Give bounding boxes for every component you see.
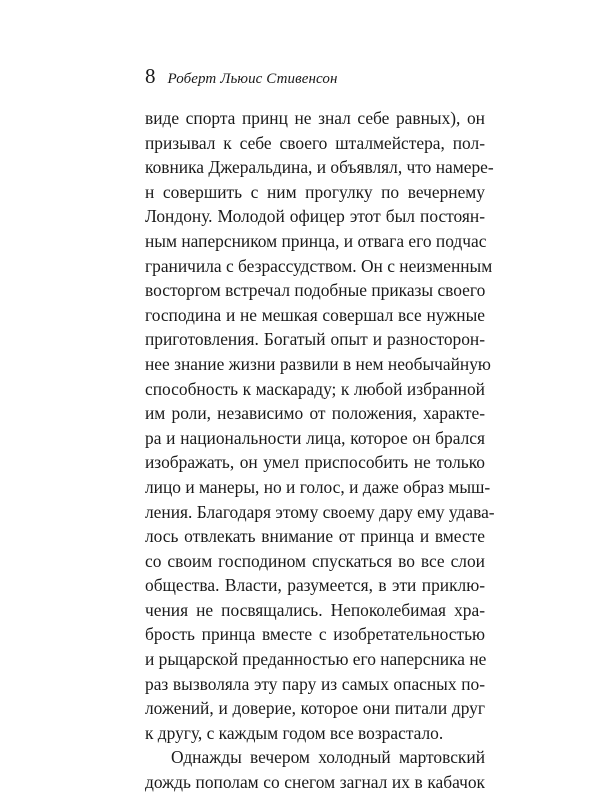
text-line: приготовления. Богатый опыт и разносторон-	[145, 329, 485, 350]
text-line: брость принца вместе с изобретательностью	[145, 624, 485, 645]
text-line: ковника Джеральдина, и объявлял, что намере-	[145, 157, 494, 178]
page-number: 8	[145, 64, 156, 88]
text-line: н совершить с ним прогулку по вечернему	[145, 181, 485, 202]
text-line: призывал к себе своего шталмейстера, пол-	[145, 132, 485, 153]
text-line: со своим господином спускаться во все слои	[145, 550, 485, 571]
text-line: граничила с безрассудством. Он с неизменным	[145, 255, 493, 276]
text-line: Однажды вечером холодный мартовский	[171, 747, 485, 768]
text-line: чения не посвящались. Непоколебимая хра-	[145, 599, 485, 620]
text-line: способность к маскараду; к любой избранной	[145, 378, 485, 399]
running-header	[145, 64, 338, 86]
text-line: лось отвлекать внимание от принца и вместе	[145, 526, 485, 547]
text-line: восторгом встречал подобные приказы своего	[145, 280, 486, 301]
text-line: к другу, с каждым годом все возрастало.	[145, 722, 444, 743]
text-line: им роли, независимо от положения, характе-	[145, 403, 485, 424]
text-line: господина и не мешкая совершал все нужные	[145, 304, 485, 325]
text-line: дождь пополам со снегом загнал их в кабачок	[145, 772, 485, 793]
text-line: ным наперсником принца, и отвага его подчас	[145, 230, 487, 251]
text-line: Лондону. Молодой офицер этот был постоян-	[145, 206, 485, 227]
text-line: изображать, он умел приспособить не только	[145, 452, 485, 473]
text-line: ления. Благодаря этому своему дару ему удава-	[145, 501, 495, 522]
text-line: раз вызволяла эту пару из самых опасных по-	[145, 673, 485, 694]
text-line: ложений, и доверие, которое они питали друг	[145, 698, 485, 719]
text-line: лицо и манеры, но и голос, и даже образ мыш-	[145, 476, 491, 497]
text-line: и рыцарской преданностью его наперсника не	[145, 649, 487, 670]
text-line: нее знание жизни развили в нем необычайную	[145, 353, 491, 374]
running-header-author: Роберт Льюис Стивенсон	[167, 71, 338, 87]
text-line: виде спорта принц не знал себе равных), он	[145, 108, 485, 128]
text-line: общества. Власти, разумеется, в эти приклю-	[145, 575, 485, 596]
body-text	[145, 106, 495, 795]
text-line: ра и национальности лица, которое он брался	[145, 427, 485, 448]
